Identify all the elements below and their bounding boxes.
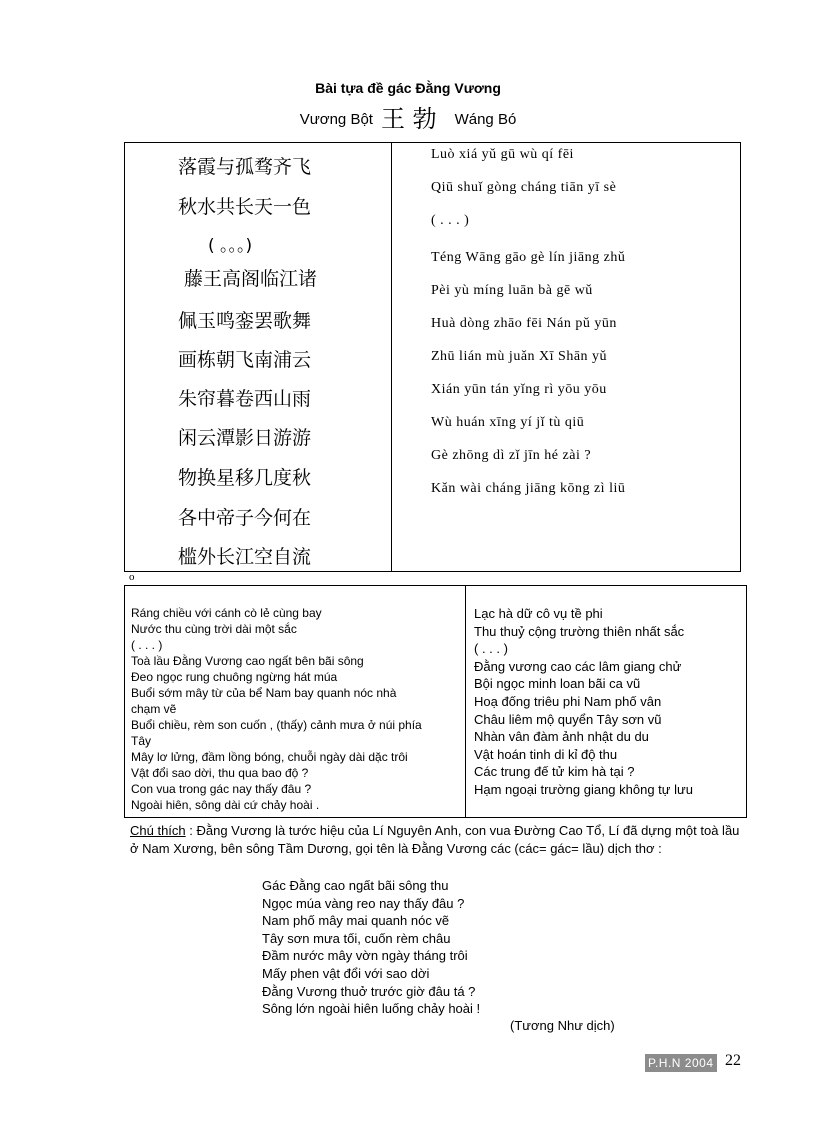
pinyin-line: Téng Wāng gāo gè lín jiāng zhǔ (431, 250, 626, 265)
chinese-line: ( 。。。) (208, 236, 253, 256)
pinyin-line: Luò xiá yǔ gū wù qí fēi (431, 147, 574, 162)
translation-line: Tây (131, 734, 152, 748)
han-viet-line: ( . . . ) (474, 641, 508, 657)
translation-line: Nước thu cùng trời dài một sắc (131, 622, 297, 636)
translation-line: Buổi chiều, rèm son cuốn , (thấy) cảnh mưa ở núi phía (131, 718, 422, 732)
footer-badge: P.H.N 2004 (645, 1054, 717, 1072)
original-text-table (124, 142, 741, 572)
han-viet-line: Vật hoán tinh di kỉ độ thu (474, 746, 618, 762)
translation-line: Đeo ngọc rung chuông ngừng hát múa (131, 670, 338, 684)
poem-line: Tây sơn mưa tối, cuốn rèm châu (262, 930, 451, 946)
translation-line: Mây lơ lửng, đầm lồng bóng, chuỗi ngày dài dặc trôi (131, 750, 408, 764)
pinyin-line: Qiū shuǐ gòng cháng tiān yī sè (431, 180, 617, 195)
han-viet-line: Nhàn vân đàm ảnh nhật du du (474, 729, 649, 745)
translator-credit: (Tương Như dịch) (510, 1018, 615, 1033)
translated-poem (262, 877, 480, 1018)
translation-line: Ngoài hiên, sông dài cứ chảy hoài . (131, 798, 320, 812)
document-title: Bài tựa đề gác Đằng Vương (315, 80, 501, 96)
column-divider (465, 586, 466, 817)
poem-line: Đằng Vương thuở trước giờ đâu tá ? (262, 983, 476, 999)
pinyin-line: Zhū lián mù juǎn Xī Shān yǔ (431, 349, 608, 364)
han-viet-line: Châu liêm mộ quyển Tây sơn vũ (474, 711, 662, 727)
pinyin-line: Xián yūn tán yǐng rì yōu yōu (431, 382, 607, 397)
chinese-line: 槛外长江空自流 (178, 546, 312, 568)
author-hanzi: 王 勃 (380, 105, 437, 133)
vietnamese-translation (131, 605, 456, 813)
poem-line: Gác Đằng cao ngất bãi sông thu (262, 878, 449, 893)
chinese-line: 落霞与孤骛齐飞 (178, 156, 312, 178)
chinese-line: 朱帘暮卷西山雨 (178, 388, 312, 410)
chinese-line: 闲云潭影日游游 (178, 427, 312, 449)
han-viet-line: Đằng vương cao các lâm giang chử (474, 658, 682, 674)
author-line (0, 104, 816, 135)
translation-table (124, 585, 747, 818)
poem-line: Đầm nước mây vờn ngày tháng trôi (262, 948, 468, 964)
poem-line: Sông lớn ngoài hiên luống chảy hoài ! (262, 1001, 481, 1017)
column-divider (391, 143, 392, 571)
poem-line: Mấy phen vật đổi với sao dời (262, 965, 430, 981)
translation-line: Buổi sớm mây từ của bể Nam bay quanh nóc nhà (131, 686, 397, 700)
translation-line: Ráng chiều với cánh cò lẻ cùng bay (131, 606, 322, 620)
han-viet-transcription (474, 605, 744, 799)
pinyin-line: ( . . . ) (431, 213, 470, 228)
translation-line: Vật đổi sao dời, thu qua bao độ ? (131, 766, 309, 780)
chinese-line: 佩玉鸣銮罢歌舞 (178, 310, 312, 332)
pinyin-line: Gè zhōng dì zǐ jīn hé zài ? (431, 448, 592, 463)
chinese-line: 秋水共长天一色 (178, 196, 312, 218)
pinyin-line: Wù huán xīng yí jǐ tù qiū (431, 415, 585, 430)
chinese-line: 各中帝子今何在 (178, 507, 312, 529)
han-viet-line: Thu thuỷ cộng trường thiên nhất sắc (474, 623, 685, 639)
chinese-line: 藤王高阁临江诸 (184, 268, 318, 290)
author-vietnamese: Vương Bột (299, 111, 373, 128)
page-number: 22 (725, 1052, 741, 1069)
han-viet-line: Hoạ đống triêu phi Nam phố vân (474, 693, 662, 709)
footnote-text: : Đằng Vương là tước hiệu của Lí Nguyên Anh, con vua Đường Cao Tổ, Lí đã dựng một toà lầu ở Nam Xương, bên sông Tầm Dương, gọi tên là Đằng Vương các (các= gác= lầu) dịch thơ : (130, 823, 740, 856)
poem-line: Ngọc múa vàng reo nay thấy đâu ? (262, 895, 465, 911)
translation-line: chạm vẽ (131, 702, 177, 716)
footnote (130, 822, 746, 857)
han-viet-line: Các trung đế tử kim hà tại ? (474, 764, 635, 780)
footnote-label: Chú thích (130, 823, 186, 838)
han-viet-line: Hạm ngoại trường giang không tự lưu (474, 781, 693, 797)
translation-line: Toà lầu Đằng Vương cao ngất bên bãi sông (131, 654, 364, 668)
translation-line: Con vua trong gác nay thấy đâu ? (131, 782, 312, 796)
author-pinyin: Wáng Bó (454, 111, 517, 128)
pinyin-line: Huà dòng zhāo fēi Nán pǔ yūn (431, 316, 617, 331)
pinyin-line: Kǎn wài cháng jiāng kōng zì liū (431, 481, 626, 496)
pinyin-line: Pèi yù míng luān bà gē wǔ (431, 283, 593, 298)
chinese-line: 物换星移几度秋 (178, 467, 312, 489)
translation-line: ( . . . ) (131, 638, 163, 652)
chinese-line: 画栋朝飞南浦云 (178, 349, 312, 371)
poem-line: Nam phố mây mai quanh nóc vẽ (262, 913, 450, 929)
small-mark: o (129, 571, 135, 583)
han-viet-line: Bội ngọc minh loan bãi ca vũ (474, 676, 641, 692)
han-viet-line: Lạc hà dữ cô vụ tề phi (474, 606, 603, 621)
